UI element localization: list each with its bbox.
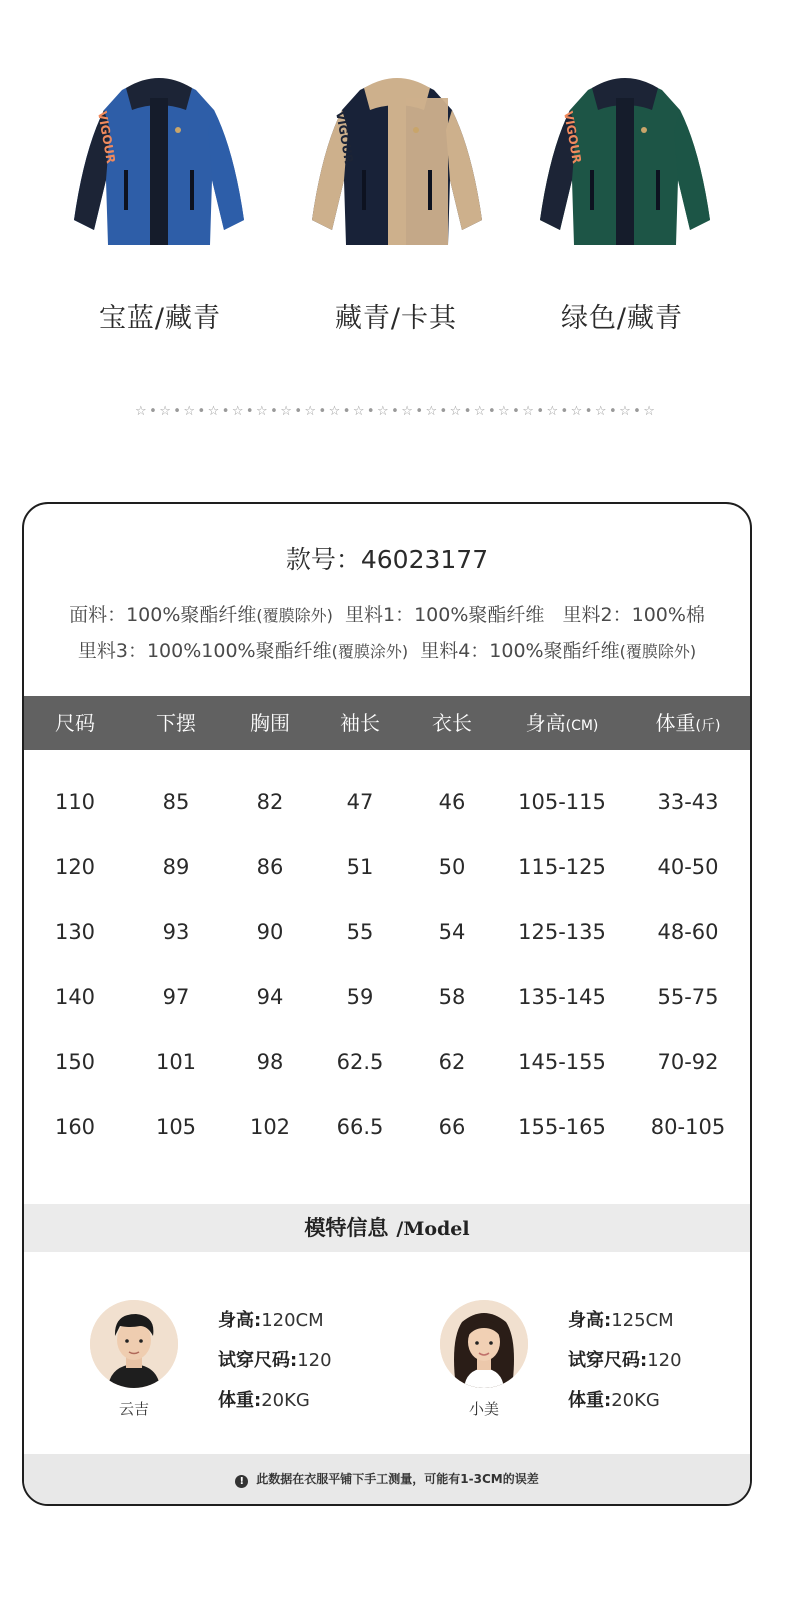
cell-sleeve: 66.5: [336, 1115, 384, 1139]
star-icon: ☆: [619, 403, 631, 419]
header-sleeve: 袖长: [340, 711, 380, 735]
star-icon: ☆: [643, 403, 655, 419]
star-icon: ☆: [401, 403, 413, 419]
cell-sleeve: 59: [346, 985, 374, 1009]
fabric-line-1: [24, 600, 750, 627]
jacket-illustration: [530, 70, 720, 250]
header-height: 身高(CM): [525, 711, 599, 735]
cell-length: 46: [438, 790, 466, 814]
dot-icon: •: [633, 403, 641, 419]
star-icon: ☆: [159, 403, 171, 419]
model-name-boy: 云吉: [118, 1400, 149, 1418]
cell-hem: 93: [162, 920, 190, 944]
dot-icon: •: [197, 403, 206, 419]
cell-chest: 82: [256, 790, 284, 814]
sleeve-print: VIGOUR: [95, 110, 119, 165]
star-icon: ☆: [449, 403, 462, 419]
table-row: [24, 1042, 750, 1082]
fabric-note: (覆膜除外): [256, 606, 333, 625]
color-variants: [0, 0, 790, 360]
cell-weight: 33-43: [657, 790, 719, 814]
sleeve-print: VIGOUR: [561, 110, 585, 165]
style-number: 款号：46023177: [285, 545, 489, 574]
star-icon: ☆: [280, 403, 292, 419]
model-weight-girl: 体重:20KG: [568, 1390, 660, 1411]
star-icon: ☆: [522, 403, 534, 419]
dot-icon: •: [221, 403, 230, 419]
lining-4-note: (覆膜除外): [619, 642, 697, 661]
star-icon: ☆: [377, 403, 389, 419]
header-hem: 下摆: [156, 711, 196, 735]
dot-icon: •: [173, 403, 181, 419]
avatar-girl: [440, 1300, 528, 1388]
star-icon: ☆: [594, 403, 607, 419]
star-icon: ☆: [231, 403, 244, 419]
star-icon: ☆: [498, 403, 510, 419]
table-row: [24, 977, 750, 1017]
cell-length: 58: [438, 985, 466, 1009]
dot-icon: •: [487, 403, 496, 419]
cell-height: 135-145: [518, 985, 606, 1009]
header-weight: 体重(斤): [655, 711, 721, 735]
jacket-illustration: [64, 70, 254, 250]
jacket-image-navy-khaki[interactable]: [302, 70, 492, 250]
star-icon: ☆: [135, 403, 147, 419]
size-chart-card: [22, 502, 752, 1506]
star-icon: ☆: [207, 403, 220, 419]
avatar-boy: [90, 1300, 178, 1388]
star-divider: [135, 398, 655, 424]
model-card-boy: [90, 1300, 420, 1430]
dot-icon: •: [584, 403, 593, 419]
table-row: [24, 847, 750, 887]
lining-4: 里料4：100%聚酯纤维: [408, 640, 620, 662]
cell-weight: 40-50: [657, 855, 719, 879]
lining-1-2: 里料1：100%聚酯纤维 里料2：100%棉: [332, 604, 705, 626]
fabric-main: 面料：100%聚酯纤维: [69, 604, 257, 626]
star-icon: ☆: [328, 403, 341, 419]
cell-hem: 105: [155, 1115, 197, 1139]
dot-icon: •: [149, 403, 157, 419]
cell-weight: 48-60: [657, 920, 719, 944]
star-icon: ☆: [570, 403, 583, 419]
star-icon: ☆: [352, 403, 365, 419]
cell-weight: 80-105: [650, 1115, 726, 1139]
model-name-girl: 小美: [468, 1400, 499, 1418]
cell-hem: 101: [155, 1050, 197, 1074]
color-name-navy-khaki: 藏青/卡其: [334, 303, 458, 334]
model-size-girl: 试穿尺码:120: [568, 1350, 682, 1371]
cell-size: 140: [54, 985, 96, 1009]
jacket-image-green[interactable]: [530, 70, 720, 250]
cell-chest: 90: [256, 920, 284, 944]
header-chest: 胸围: [250, 711, 290, 735]
cell-size: 160: [54, 1115, 96, 1139]
dot-icon: •: [294, 403, 302, 419]
cell-hem: 97: [162, 985, 190, 1009]
cell-length: 50: [438, 855, 466, 879]
cell-weight: 70-92: [657, 1050, 719, 1074]
dot-icon: •: [415, 403, 423, 419]
table-row: [24, 912, 750, 952]
star-icon: ☆: [304, 403, 317, 419]
dot-icon: •: [439, 403, 448, 419]
model-size-boy: 试穿尺码:120: [218, 1350, 332, 1371]
dot-icon: •: [270, 403, 278, 419]
cell-sleeve: 55: [346, 920, 374, 944]
cell-sleeve: 62.5: [336, 1050, 384, 1074]
model-info-heading: 模特信息 /Model: [24, 1204, 750, 1252]
cell-size: 130: [54, 920, 96, 944]
size-table-header: [24, 696, 750, 750]
cell-size: 120: [54, 855, 96, 879]
header-length: 衣长: [432, 711, 472, 735]
table-row: [24, 782, 750, 822]
model-weight-boy: 体重:20KG: [218, 1390, 310, 1411]
dot-icon: •: [536, 403, 545, 419]
model-height-boy: 身高:120CM: [218, 1310, 324, 1331]
star-icon: ☆: [183, 403, 196, 419]
cell-hem: 85: [162, 790, 190, 814]
star-icon: ☆: [256, 403, 268, 419]
dot-icon: •: [318, 403, 327, 419]
dot-icon: •: [463, 403, 472, 419]
color-name-green: 绿色/藏青: [560, 303, 684, 334]
jacket-illustration: [302, 70, 492, 250]
cell-height: 115-125: [518, 855, 606, 879]
cell-height: 145-155: [518, 1050, 606, 1074]
cell-size: 150: [54, 1050, 96, 1074]
dot-icon: •: [366, 403, 375, 419]
cell-chest: 98: [256, 1050, 284, 1074]
cell-weight: 55-75: [657, 985, 719, 1009]
dot-icon: •: [342, 403, 351, 419]
lining-3: 里料3：100%100%聚酯纤维: [77, 640, 332, 662]
cell-height: 125-135: [518, 920, 606, 944]
cell-chest: 86: [256, 855, 284, 879]
jacket-image-royal-blue[interactable]: [64, 70, 254, 250]
table-row: [24, 1107, 750, 1147]
model-height-girl: 身高:125CM: [568, 1310, 674, 1331]
fabric-line-2: [24, 636, 750, 663]
star-icon: ☆: [473, 403, 486, 419]
cell-length: 62: [438, 1050, 466, 1074]
measurement-footnote: [24, 1454, 750, 1504]
dot-icon: •: [245, 403, 254, 419]
cell-length: 54: [438, 920, 466, 944]
cell-height: 105-115: [518, 790, 606, 814]
info-icon: !: [235, 1475, 248, 1488]
dot-icon: •: [512, 403, 520, 419]
sleeve-print: VIGOUR: [333, 110, 357, 165]
lining-3-note: (覆膜涂外): [331, 642, 409, 661]
cell-height: 155-165: [518, 1115, 606, 1139]
dot-icon: •: [560, 403, 569, 419]
star-icon: ☆: [425, 403, 438, 419]
cell-hem: 89: [162, 855, 190, 879]
model-card-girl: [440, 1300, 752, 1430]
cell-chest: 94: [256, 985, 284, 1009]
cell-sleeve: 51: [346, 855, 374, 879]
dot-icon: •: [391, 403, 399, 419]
color-name-royal-blue: 宝蓝/藏青: [98, 303, 222, 334]
cell-size: 110: [54, 790, 96, 814]
footnote-text: 此数据在衣服平铺下手工测量，可能有1-3CM的误差: [256, 1472, 539, 1486]
dot-icon: •: [608, 403, 617, 419]
cell-chest: 102: [249, 1115, 291, 1139]
cell-sleeve: 47: [346, 790, 374, 814]
star-icon: ☆: [546, 403, 559, 419]
header-size: 尺码: [55, 711, 95, 735]
cell-length: 66: [438, 1115, 466, 1139]
